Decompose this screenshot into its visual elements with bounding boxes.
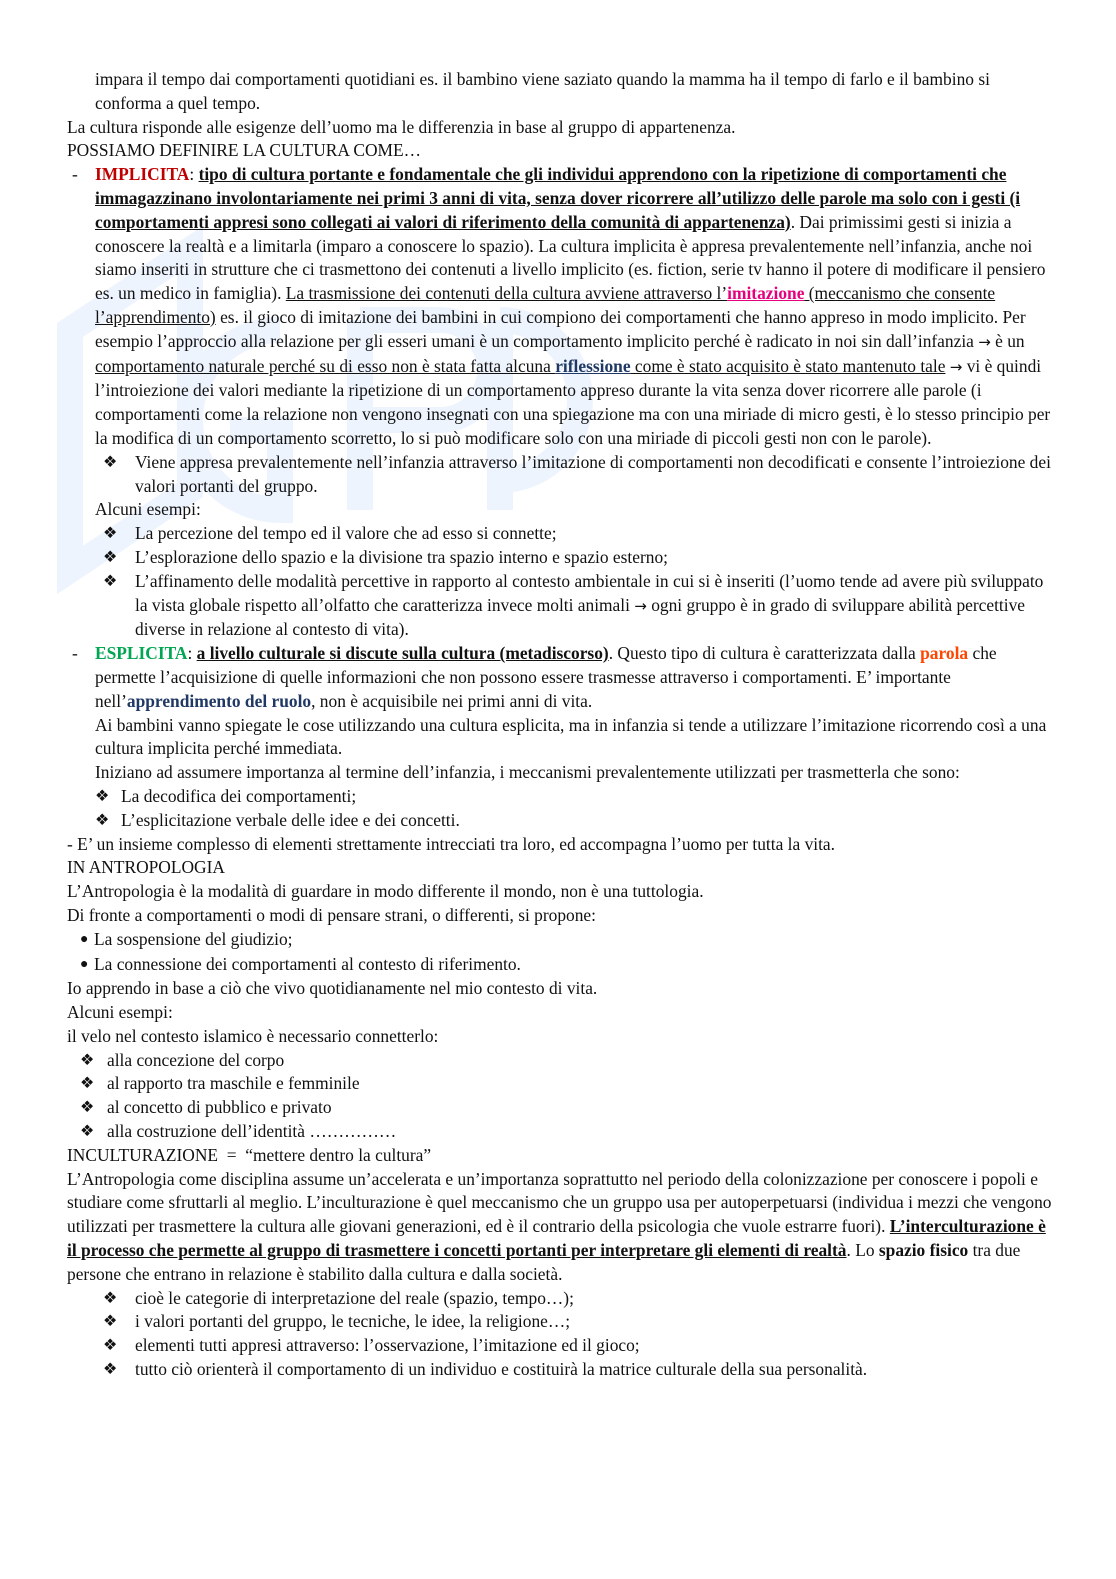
velo-text: alla costruzione dell’identità …………… <box>107 1121 397 1142</box>
velo-item <box>67 1049 1057 1073</box>
antropologia-line: Alcuni esempi: <box>67 1002 173 1023</box>
dot-bullet-icon: ● <box>80 957 89 973</box>
inculturazione-heading: INCULTURAZIONE = “mettere dentro la cultura” <box>67 1144 432 1165</box>
diamond-bullet-icon: ❖ <box>80 1075 95 1093</box>
inculturazione-text-2: . Lo <box>846 1240 879 1261</box>
implicita-definition: tipo di cultura portante e fondamentale che gli individui apprendono con la ripetizione di comportamenti che immagazzinano involontariamente nei primi 3 anni di vita, senza dover ricorrere all’utilizzo delle parole ma solo con i gesti (i comportamenti appresi sono collegati ai valori di riferimento della comunità di appartenenza) <box>95 164 1021 232</box>
riflessione-keyword: riflessione <box>555 355 631 376</box>
spazio-fisico-keyword: spazio fisico <box>878 1240 969 1261</box>
velo-item <box>67 1072 1057 1096</box>
dot-item <box>67 953 1057 977</box>
esplicita-paragraph: Iniziano ad assumere importanza al termine dell’infanzia, i meccanismi prevalentemente utilizzati per trasmetterla che sono: <box>95 762 960 783</box>
dash-marker: - <box>72 164 78 185</box>
interculturazione-definition: L’interculturazione è il processo che permette al gruppo di trasmettere i concetti portanti per interpretare gli elementi di realtà <box>67 1216 1046 1261</box>
bullet-text: tutto ciò orienterà il comportamento di un individuo e costituirà la matrice culturale della sua personalità. <box>135 1359 868 1380</box>
bullet-text: elementi tutti appresi attraverso: l’osservazione, l’imitazione ed il gioco; <box>135 1335 640 1356</box>
diamond-bullet-icon: ❖ <box>95 811 110 829</box>
arrow-icon: → <box>634 596 647 615</box>
bullet-text: i valori portanti del gruppo, le tecniche, le idee, la religione…; <box>135 1311 571 1332</box>
example-text: ogni gruppo è in grado di sviluppare abilità percettive diverse in relazione al contesto di vita). <box>135 594 1026 640</box>
velo-item <box>67 1120 1057 1144</box>
dot-item <box>67 928 1057 952</box>
bullet-text: Viene appresa prevalentemente nell’infanzia attraverso l’imitazione di comportamenti non decodificati e consente l’introiezione dei valori portanti del gruppo. <box>135 451 1051 496</box>
esplicita-item <box>67 642 1057 713</box>
implicita-text-1: . Dai primissimi gesti si inizia a conoscere la realtà e a limitarla (imparo a conoscere lo spazio). La cultura implicita è appresa prevalentemente nell’infanzia, anche noi siamo inseriti in strutture che ci trasmettono dei contenuti a livello implicito (es. fiction, serie tv hanno il potere di modificare il pensiero es. un medico in famiglia). <box>95 211 1046 304</box>
implicita-underline-1: La trasmissione dei contenuti della cultura avviene attraverso l’ <box>285 283 728 304</box>
mechanism-item <box>67 785 1057 809</box>
mechanism-text: L’esplicitazione verbale delle idee e dei concetti. <box>121 809 460 830</box>
diamond-bullet-icon: ❖ <box>80 1051 95 1069</box>
implicita-text-4: vi è quindi l’introiezione dei valori mediante la ripetizione di un comportamento appreso durante la vita senza dover ricorrere alle parole (i comportamenti come la relazione non vengono insegnati con una spiegazione ma con una miriade di micro gesti, è lo stesso principio per la modifica di un comportamento scorretto, lo si può modificare solo con una miriade di piccoli gesti non con le parole). <box>95 355 1051 448</box>
diamond-bullet-icon: ❖ <box>103 1361 118 1379</box>
diamond-bullet-icon: ❖ <box>103 1289 118 1307</box>
section-heading: POSSIAMO DEFINIRE LA CULTURA COME… <box>67 140 421 161</box>
ruolo-keyword: apprendimento del ruolo <box>126 690 312 711</box>
dash-marker: - <box>67 833 73 854</box>
velo-text: alla concezione del corpo <box>107 1049 285 1070</box>
example-item <box>67 546 1057 570</box>
insieme-text: E’ un insieme complesso di elementi strettamente intrecciati tra loro, ed accompagna l’uomo per tutta la vita. <box>77 833 835 854</box>
implicita-underline-4: come è stato acquisito è stato mantenuto tale <box>630 355 946 376</box>
implicita-label: IMPLICITA <box>95 164 190 185</box>
esplicita-text-2: che permette l’acquisizione di quelle informazioni che non possono essere trasmesse attraverso i comportamenti. E’ importante nell’ <box>95 643 997 711</box>
intro-paragraph: impara il tempo dai comportamenti quotidiani es. il bambino viene saziato quando la mamma ha il tempo di farlo e il bambino si conforma a quel tempo. <box>95 69 990 113</box>
inculturazione-bullet <box>67 1334 1057 1358</box>
diamond-bullet-icon: ❖ <box>103 572 118 590</box>
diamond-bullet-icon: ❖ <box>80 1123 95 1141</box>
antropologia-line: L’Antropologia è la modalità di guardare in modo differente il mondo, non è una tuttologia. <box>67 881 704 902</box>
diamond-bullet-icon: ❖ <box>103 453 118 471</box>
arrow-icon: → <box>949 357 963 376</box>
diamond-bullet-icon: ❖ <box>95 787 110 805</box>
example-item <box>67 570 1057 642</box>
implicita-text-2: es. il gioco di imitazione dei bambini in cui compiono dei comportamenti che hanno appreso in modo implicito. Per esempio l’approccio alla relazione per gli esseri umani è un comportamento implicito perché è radicato in noi sin dall’infanzia <box>95 306 1026 351</box>
esplicita-text-3: , non è acquisibile nei primi anni di vita. <box>311 690 593 711</box>
example-text: L’affinamento delle modalità percettive in rapporto al contesto ambientale in cui si è inseriti (l’uomo tende ad avere più sviluppato la vista globale rispetto all’olfatto che caratterizza invece molti animali <box>135 570 1044 615</box>
dot-text: La connessione dei comportamenti al contesto di riferimento. <box>94 954 521 975</box>
mechanism-text: La decodifica dei comportamenti; <box>121 785 357 806</box>
antropologia-line: Di fronte a comportamenti o modi di pensare strani, o differenti, si propone: <box>67 904 596 925</box>
implicita-underline-3: comportamento naturale perché su di esso non è stata fatta alcuna <box>95 355 556 376</box>
diamond-bullet-icon: ❖ <box>103 525 118 543</box>
diamond-bullet-icon: ❖ <box>103 1313 118 1331</box>
diamond-bullet-icon: ❖ <box>103 1337 118 1355</box>
example-item <box>67 522 1057 546</box>
dot-text: La sospensione del giudizio; <box>94 928 293 949</box>
diamond-bullet-icon: ❖ <box>80 1099 95 1117</box>
inculturazione-text-3: tra due persone che entrano in relazione è stabilito dalla cultura e dalla società. <box>67 1240 1021 1284</box>
inculturazione-text-1: L’Antropologia come disciplina assume un’accelerata e un’importanza soprattutto nel periodo della colonizzazione per conoscere i popoli e studiare come sfruttarli al meglio. L’inculturazione è quel meccanismo che un gruppo usa per autoperpetuarsi (individua i mezzi che vengono utilizzati per trasmettere la cultura alle giovani generazioni, ed è il contrario della psicologia che vuole estrarre fuori). <box>67 1168 1052 1237</box>
examples-label: Alcuni esempi: <box>95 499 201 520</box>
arrow-icon: → <box>978 332 991 351</box>
velo-text: al rapporto tra maschile e femminile <box>107 1073 360 1094</box>
velo-item <box>67 1096 1057 1120</box>
antropologia-heading: IN ANTROPOLOGIA <box>67 857 225 878</box>
velo-text: al concetto di pubblico e privato <box>107 1097 332 1118</box>
esplicita-text-1: . Questo tipo di cultura è caratterizzata dalla <box>608 643 921 664</box>
inculturazione-bullet <box>67 1358 1057 1382</box>
inculturazione-bullet <box>67 1287 1057 1311</box>
mechanism-item <box>67 809 1057 833</box>
dot-bullet-icon: ● <box>80 931 89 947</box>
implicita-bullet <box>67 451 1057 499</box>
inculturazione-bullet <box>67 1310 1057 1334</box>
imitazione-keyword: imitazione <box>727 283 805 304</box>
parola-keyword: parola <box>920 643 969 664</box>
implicita-underline-2: (meccanismo che consente l’apprendimento) <box>95 283 996 327</box>
antropologia-line: il velo nel contesto islamico è necessario connetterlo: <box>67 1025 439 1046</box>
implicita-text-3: è un <box>990 330 1025 351</box>
bullet-text: cioè le categorie di interpretazione del reale (spazio, tempo…); <box>135 1287 574 1308</box>
insieme-sentence <box>67 833 1057 857</box>
example-text: L’esplorazione dello spazio e la divisione tra spazio interno e spazio esterno; <box>135 546 668 567</box>
implicita-item <box>67 163 1057 451</box>
document-body <box>67 68 1057 1382</box>
esplicita-paragraph: Ai bambini vanno spiegate le cose utilizzando una cultura esplicita, ma in infanzia si tende a utilizzare l’imitazione ricorrendo così a una cultura implicita perché immediata. <box>95 714 1047 759</box>
esplicita-definition: a livello culturale si discute sulla cultura (metadiscorso) <box>196 643 609 664</box>
esplicita-label: ESPLICITA <box>95 643 188 664</box>
diamond-bullet-icon: ❖ <box>103 548 118 566</box>
example-text: La percezione del tempo ed il valore che ad esso si connette; <box>135 523 557 544</box>
antropologia-line: Io apprendo in base a ciò che vivo quotidianamente nel mio contesto di vita. <box>67 978 598 999</box>
inculturazione-paragraph <box>67 1168 1057 1287</box>
colon: : <box>187 643 197 664</box>
dash-marker: - <box>72 643 78 664</box>
intro-sentence: La cultura risponde alle esigenze dell’uomo ma le differenzia in base al gruppo di appartenenza. <box>67 116 736 137</box>
colon: : <box>189 164 199 185</box>
